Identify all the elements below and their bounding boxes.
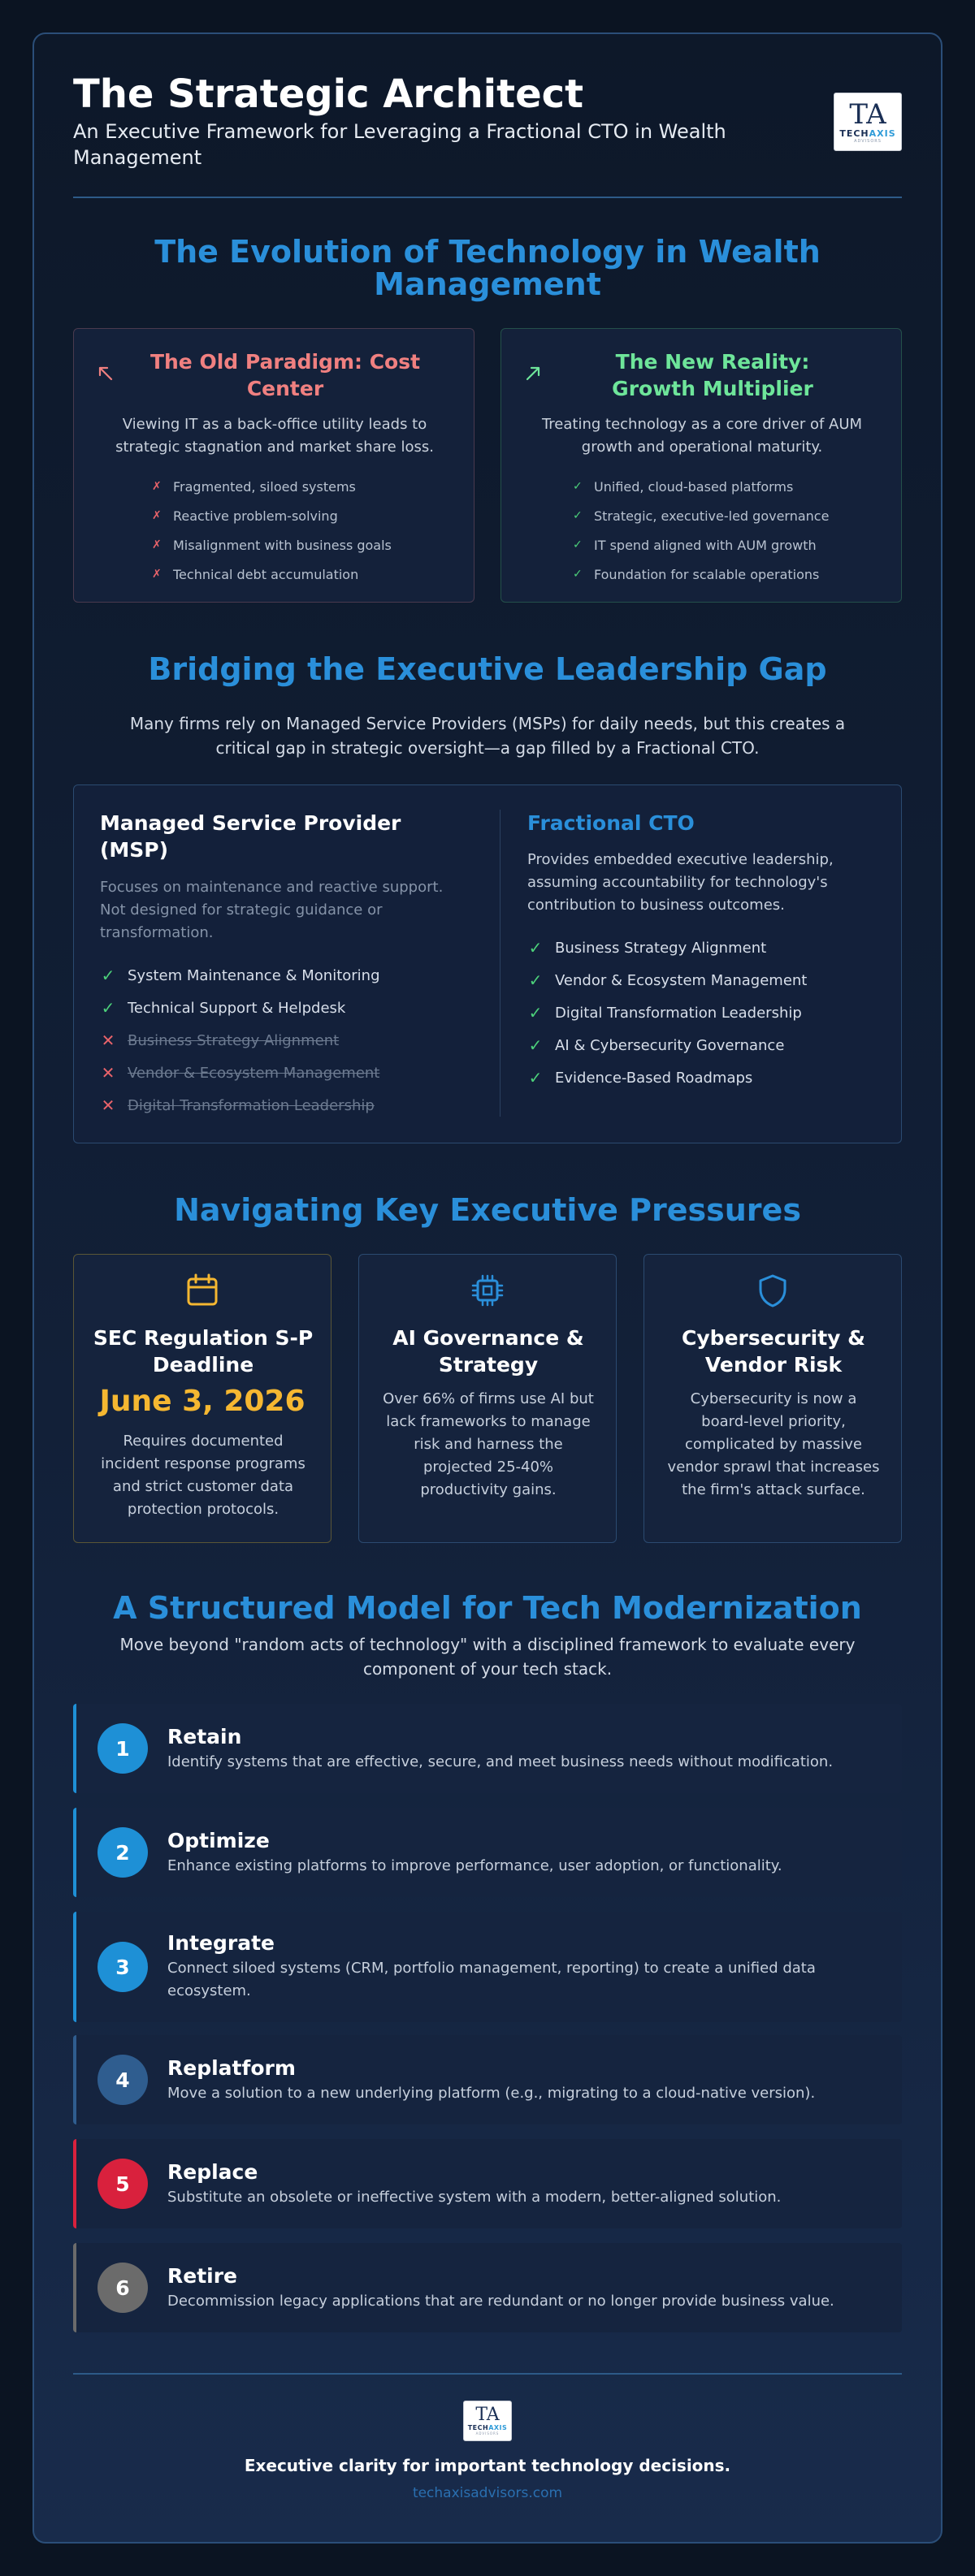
techaxis-logo (834, 93, 902, 151)
logo-tagline: ADVISORS (475, 2431, 500, 2436)
arrow-up-right-icon (524, 365, 542, 387)
check-icon: ✓ (573, 480, 583, 493)
step-number: 4 (98, 2055, 148, 2105)
old-paradigm-list (152, 472, 392, 589)
cto-description: Provides embedded executive leadership, assuming accountability for technology's contribution to business outcomes. (527, 851, 834, 914)
step-number: 5 (98, 2159, 148, 2209)
list-item: ✕ Digital Transformation Leadership (101, 1096, 375, 1115)
footer-divider (73, 2373, 902, 2375)
step-number: 1 (98, 1723, 148, 1774)
footer-website-link[interactable]: techaxisadvisors.com (412, 2485, 563, 2501)
list-item: ✓ Vendor & Ecosystem Management (528, 970, 808, 990)
list-item: ✓ Business Strategy Alignment (528, 938, 767, 957)
step-title: Optimize (167, 1829, 270, 1852)
check-icon: ✓ (101, 966, 115, 985)
old-paradigm-title: The Old Paradigm: Cost Center (150, 350, 421, 400)
cto-capability-list (527, 931, 807, 1094)
step-description: Enhance existing platforms to improve performance, user adoption, or functionality. (167, 1857, 782, 1874)
step-description: Decommission legacy applications that are redundant or no longer provide business value. (167, 2293, 834, 2310)
evolution-title: The Evolution of Technology in Wealth Management (154, 234, 821, 302)
step-description: Move a solution to a new underlying platform (e.g., migrating to a cloud-native version). (167, 2085, 816, 2102)
step-optimize (73, 1808, 902, 1897)
step-title: Integrate (167, 1931, 275, 1955)
list-item: ✗ Misalignment with business goals (152, 537, 392, 553)
msp-capability-list (100, 959, 380, 1122)
list-item: ✗ Reactive problem-solving (152, 508, 338, 524)
msp-title: Managed Service Provider (MSP) (100, 811, 401, 862)
cross-icon: ✗ (152, 568, 162, 581)
footer-tagline: Executive clarity for important technology decisions. (244, 2456, 731, 2475)
arrow-up-left-icon (97, 365, 115, 387)
calendar-icon (74, 1273, 331, 1312)
check-icon: ✓ (528, 1068, 543, 1087)
step-retire (73, 2243, 902, 2332)
page-title: The Strategic Architect (73, 71, 584, 117)
list-item: ✓ Foundation for scalable operations (573, 566, 820, 582)
cross-icon: ✕ (101, 1031, 115, 1050)
check-icon: ✓ (528, 938, 543, 957)
pressure-description: Requires documented incident response programs and strict customer data protection protocols. (101, 1433, 306, 1518)
model-title: A Structured Model for Tech Modernization (113, 1590, 862, 1626)
list-item: ✗ Fragmented, siloed systems (152, 478, 356, 495)
check-icon: ✓ (573, 538, 583, 551)
footer-logo (463, 2401, 512, 2441)
list-item: ✗ Technical debt accumulation (152, 566, 359, 582)
step-description: Connect siloed systems (CRM, portfolio management, reporting) to create a unified data ecosystem. (167, 1960, 816, 1999)
step-integrate (73, 1912, 902, 2022)
logo-wordmark: TECHAXIS (839, 128, 896, 139)
check-icon: ✓ (528, 1035, 543, 1055)
pressure-title: SEC Regulation S-P Deadline (93, 1326, 314, 1377)
check-icon: ✓ (573, 568, 583, 581)
list-item: ✓ Digital Transformation Leadership (528, 1003, 802, 1022)
pressures-title: Navigating Key Executive Pressures (174, 1192, 801, 1228)
step-number: 2 (98, 1827, 148, 1878)
model-intro: Move beyond "random acts of technology" with a disciplined framework to evaluate every component of your tech stack. (119, 1635, 856, 1679)
logo-mark: TA (475, 2405, 500, 2425)
cross-icon: ✗ (152, 509, 162, 522)
list-item: ✓ Unified, cloud-based platforms (573, 478, 794, 495)
pressure-title: AI Governance & Strategy (392, 1326, 584, 1377)
pressure-description: Cybersecurity is now a board-level priority, complicated by massive vendor sprawl that increases the firm's attack surface. (667, 1390, 880, 1498)
pressure-description: Over 66% of firms use AI but lack frameworks to manage risk and harness the projected 25-40% productivity gains. (383, 1390, 594, 1498)
step-replace (73, 2139, 902, 2228)
list-item: ✕ Business Strategy Alignment (101, 1031, 340, 1050)
pressure-card-sec (73, 1254, 332, 1543)
step-title: Retire (167, 2264, 238, 2288)
list-item: ✓ Technical Support & Helpdesk (101, 998, 346, 1018)
chip-icon (359, 1273, 616, 1312)
check-icon: ✓ (528, 1003, 543, 1022)
step-number: 3 (98, 1942, 148, 1992)
pressure-card-cyber (644, 1254, 902, 1543)
logo-tagline: ADVISORS (854, 138, 882, 144)
logo-wordmark: TECHAXIS (467, 2424, 508, 2431)
new-reality-title: The New Reality: Growth Multiplier (612, 350, 813, 400)
new-reality-card (500, 328, 902, 603)
check-icon: ✓ (101, 998, 115, 1018)
step-number: 6 (98, 2263, 148, 2313)
check-icon: ✓ (528, 970, 543, 990)
page-subtitle: An Executive Framework for Leveraging a Fractional CTO in Wealth Management (73, 120, 726, 169)
list-item: ✓ System Maintenance & Monitoring (101, 966, 380, 985)
msp-vs-cto-comparison (73, 784, 902, 1143)
step-replatform (73, 2035, 902, 2124)
check-icon: ✓ (573, 509, 583, 522)
leadership-intro: Many firms rely on Managed Service Providers (MSPs) for daily needs, but this creates a critical gap in strategic oversight—a gap filled by a Fractional CTO. (129, 714, 846, 758)
pressure-title: Cybersecurity & Vendor Risk (682, 1326, 865, 1377)
cross-icon: ✗ (152, 538, 162, 551)
step-title: Replace (167, 2160, 258, 2184)
new-reality-description: Treating technology as a core driver of AUM growth and operational maturity. (541, 416, 863, 456)
logo-mark: TA (849, 97, 886, 131)
step-retain (73, 1704, 902, 1793)
deadline-date: June 3, 2026 (99, 1385, 306, 1418)
list-item: ✓ IT spend aligned with AUM growth (573, 537, 817, 553)
header-divider (73, 197, 902, 198)
msp-description: Focuses on maintenance and reactive support. Not designed for strategic guidance or transformation. (100, 879, 444, 941)
pressure-card-ai (358, 1254, 617, 1543)
step-title: Retain (167, 1725, 242, 1748)
cross-icon: ✗ (152, 480, 162, 493)
step-description: Substitute an obsolete or ineffective system with a modern, better-aligned solution. (167, 2189, 782, 2206)
shield-icon (644, 1273, 901, 1312)
step-description: Identify systems that are effective, secure, and meet business needs without modification. (167, 1753, 834, 1770)
list-item: ✕ Vendor & Ecosystem Management (101, 1063, 380, 1083)
new-reality-list (573, 472, 829, 589)
step-title: Replatform (167, 2056, 296, 2080)
cto-title: Fractional CTO (527, 811, 695, 835)
leadership-title: Bridging the Executive Leadership Gap (148, 651, 827, 687)
list-item: ✓ Evidence-Based Roadmaps (528, 1068, 753, 1087)
old-paradigm-description: Viewing IT as a back-office utility leads to strategic stagnation and market share loss. (115, 416, 434, 456)
list-item: ✓ AI & Cybersecurity Governance (528, 1035, 785, 1055)
cross-icon: ✕ (101, 1096, 115, 1115)
list-item: ✓ Strategic, executive-led governance (573, 508, 830, 524)
old-paradigm-card (73, 328, 474, 603)
cross-icon: ✕ (101, 1063, 115, 1083)
